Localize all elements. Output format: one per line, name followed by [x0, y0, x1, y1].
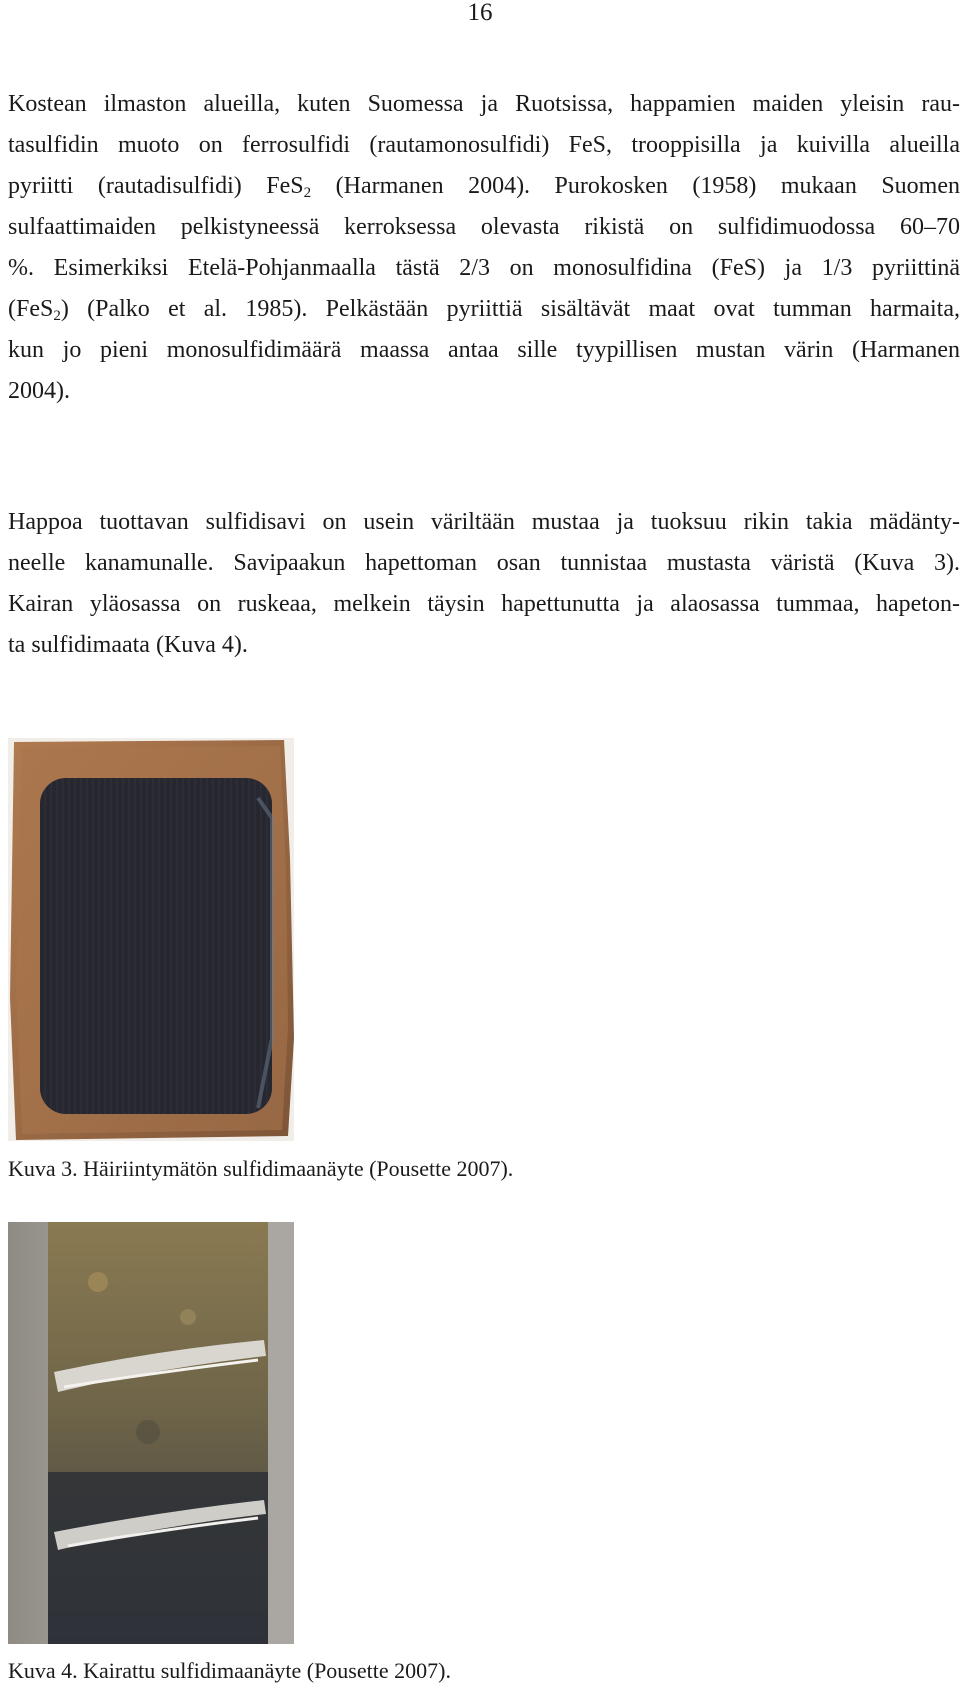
- paragraph-2: [8, 502, 960, 666]
- text-line: Happoa tuottavan sulfidisavi on usein väriltään mustaa ja tuoksuu rikin takia mädänty-: [8, 509, 960, 535]
- text-fragment: (FeS: [8, 296, 54, 322]
- text-line: Kairan yläosassa on ruskeaa, melkein täysin hapettunutta ja alaosassa tummaa, hapeton-: [8, 591, 960, 617]
- text-fragment: (Harmanen 2004). Purokosken (1958) mukaan Suomen: [335, 173, 960, 199]
- subscript: 2: [53, 308, 61, 324]
- text-line: ta sulfidimaata (Kuva 4).: [8, 632, 248, 658]
- text-line: Kostean ilmaston alueilla, kuten Suomessa ja Ruotsissa, happamien maiden yleisin rau-: [8, 91, 960, 117]
- figure-3-caption: Kuva 3. Häiriintymätön sulfidimaanäyte (Pousette 2007).: [8, 1156, 514, 1181]
- figure-4-caption: Kuva 4. Kairattu sulfidimaanäyte (Pousette 2007).: [8, 1658, 451, 1683]
- paragraph-1: [8, 84, 960, 412]
- subscript: 2: [303, 185, 312, 201]
- text-line: [8, 166, 960, 207]
- text-line: neelle kanamunalle. Savipaakun hapettoman osan tunnistaa mustasta väristä (Kuva 3).: [8, 550, 960, 576]
- page-number: 16: [467, 0, 493, 26]
- text-line: kun jo pieni monosulfidimäärä maassa antaa sille tyypillisen mustan värin (Harmanen: [8, 337, 960, 363]
- text-line: tasulfidin muoto on ferrosulfidi (rautamonosulfidi) FeS, trooppisilla ja kuivilla alueilla: [8, 132, 960, 158]
- text-line: 2004).: [8, 378, 70, 404]
- text-fragment: pyriitti (rautadisulfidi) FeS: [8, 173, 304, 199]
- core-sample-photo: [8, 1222, 294, 1644]
- soil-sample-illustration: [8, 738, 294, 1141]
- text-line: sulfaattimaiden pelkistyneessä kerroksessa olevasta rikistä on sulfidimuodossa 60–70: [8, 214, 960, 240]
- text-fragment: ) (Palko et al. 1985). Pelkästään pyriittiä sisältävät maat ovat tumman harmaita,: [60, 296, 960, 322]
- soil-sample-photo: [8, 738, 294, 1141]
- text-line: %. Esimerkiksi Etelä-Pohjanmaalla tästä 2/3 on monosulfidina (FeS) ja 1/3 pyriittinä: [8, 255, 960, 281]
- text-line: [8, 289, 960, 330]
- core-sample-illustration: [8, 1222, 294, 1644]
